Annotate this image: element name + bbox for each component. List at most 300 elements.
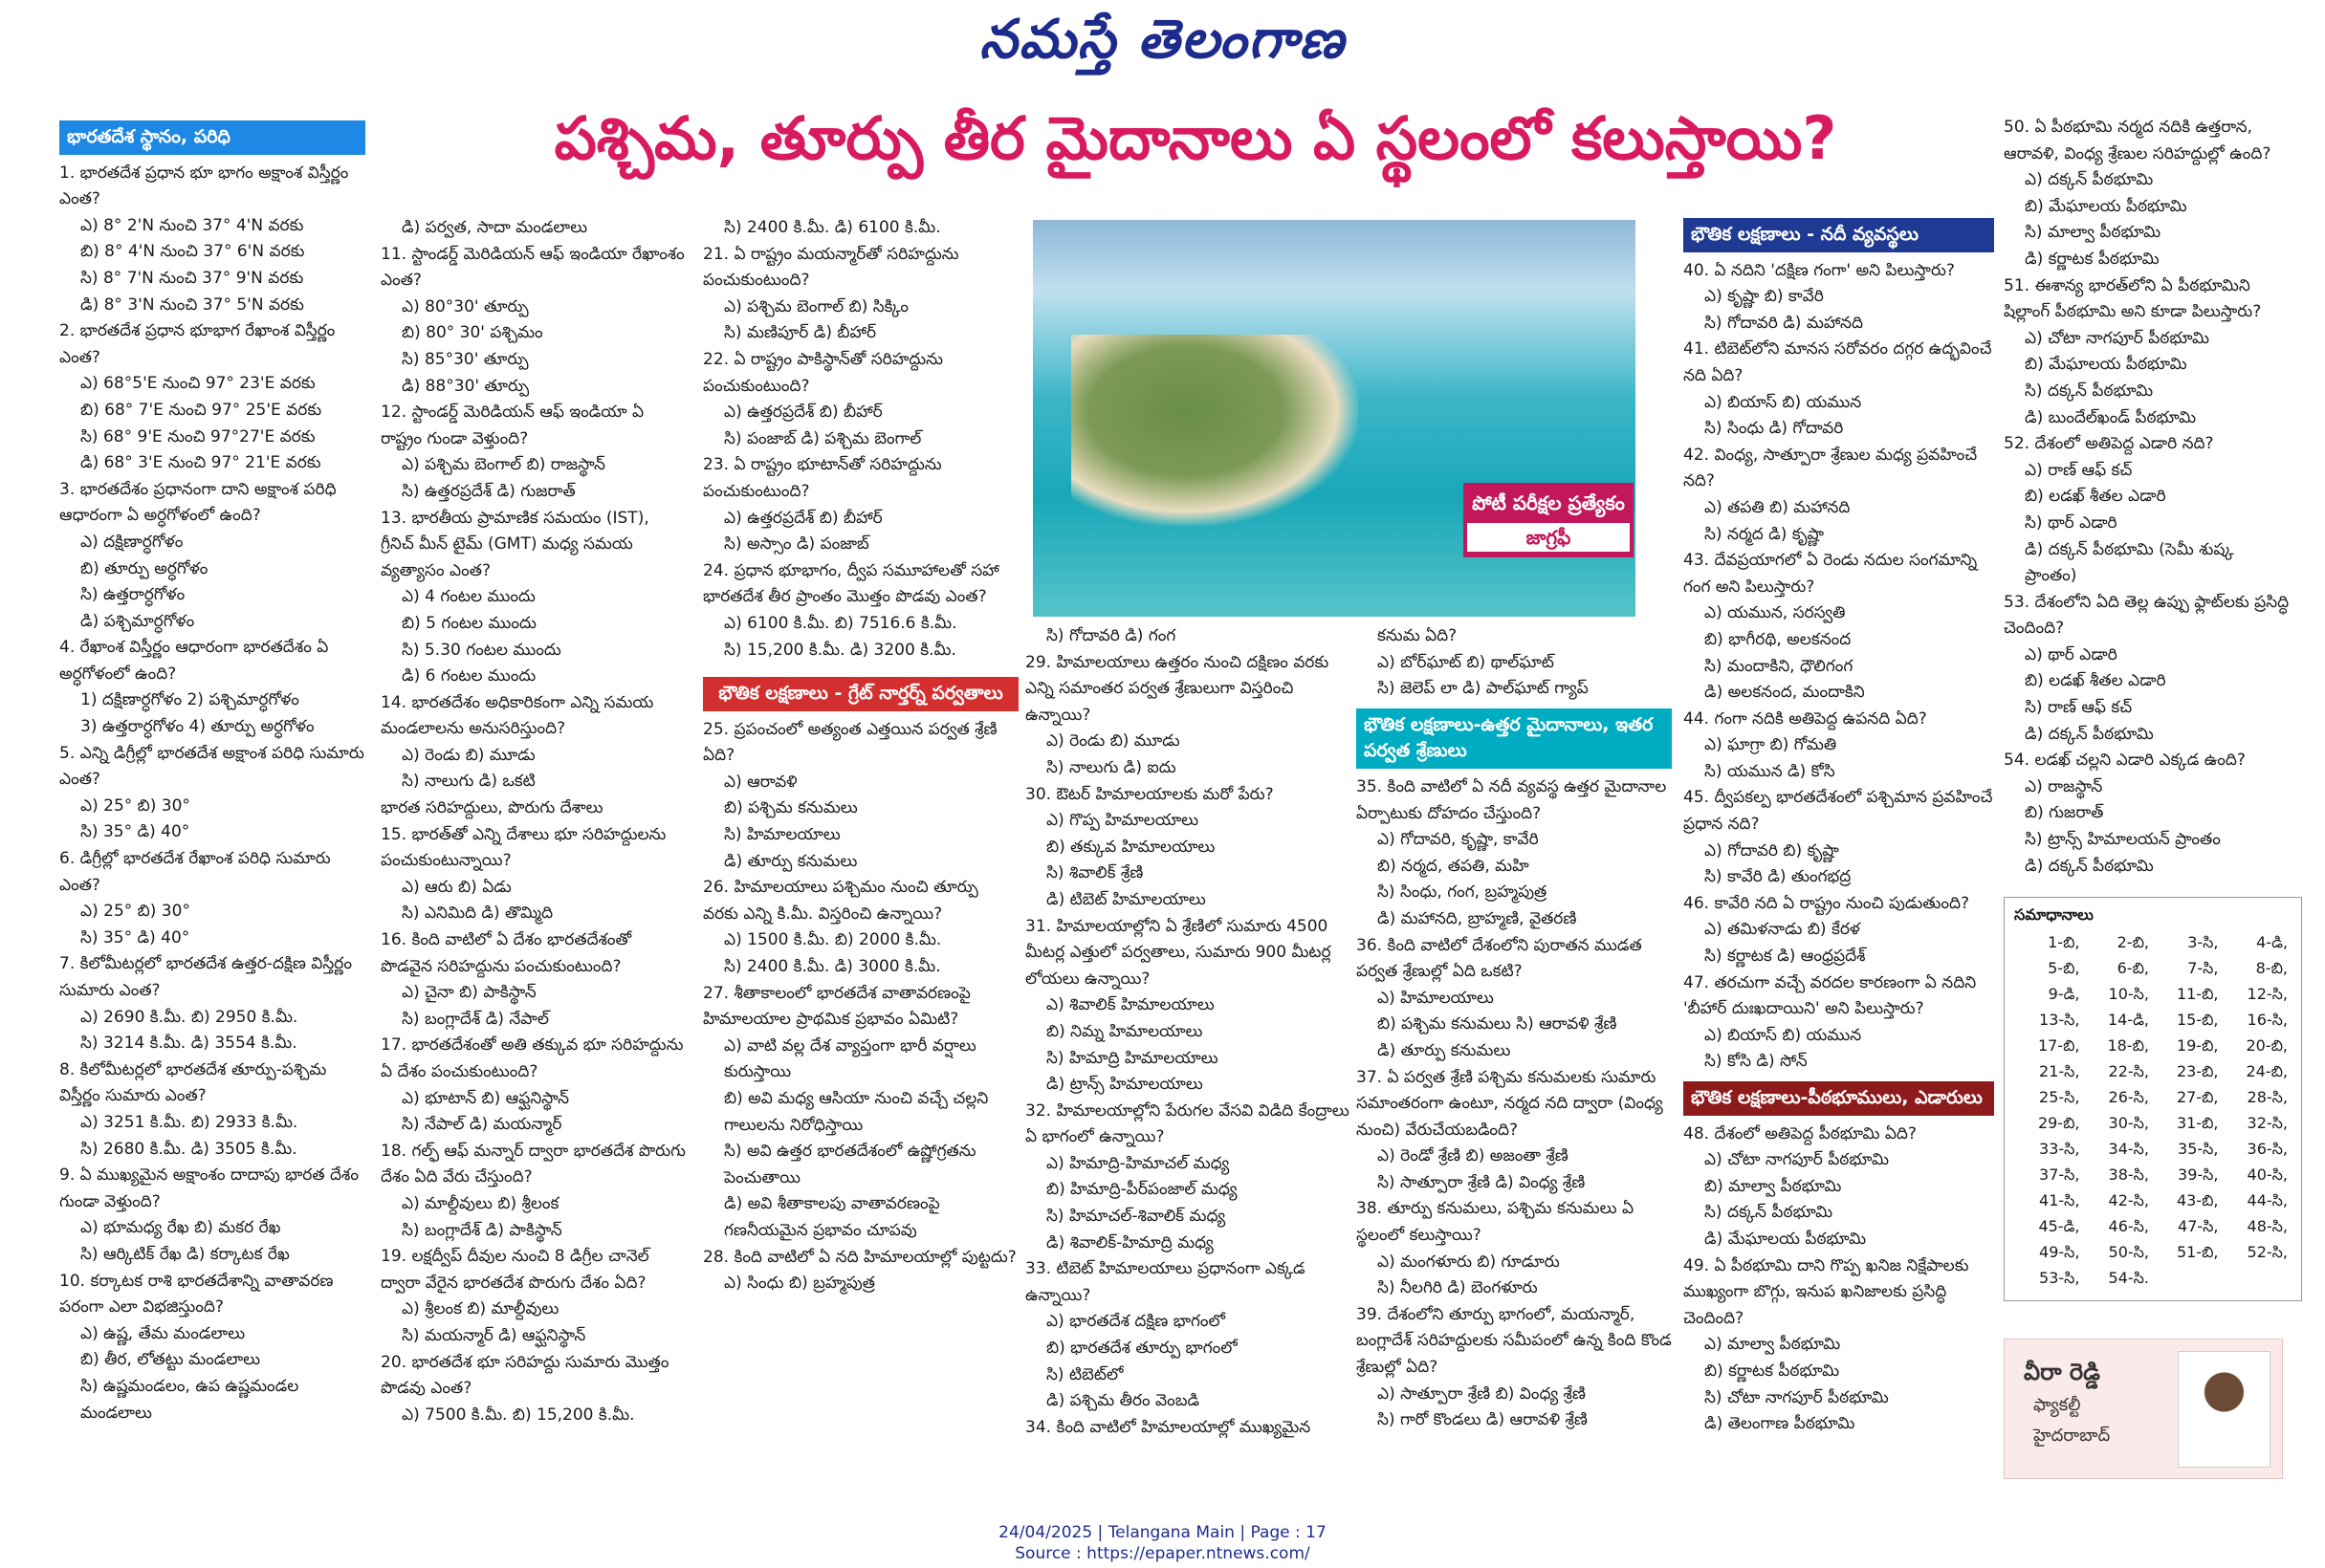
option-text: సి) మాల్వా పీఠభూమి <box>2025 223 2161 243</box>
option-text: ఎ) గొప్ప హిమాలయాలు <box>1046 811 1199 831</box>
question-text: 26. హిమాలయాలు పశ్చిమం నుంచి తూర్పు వరకు ఎన్ని కి.మీ. విస్తరించి ఉన్నాయి? <box>703 878 978 924</box>
option-text: డి) టిబెట్ హిమాలయాలు <box>1046 889 1206 909</box>
masthead-logo: నమస్తే తెలంగాణ <box>979 8 1346 71</box>
option-text: సి) ఉష్ణమండలం, ఉప ఉష్ణమండల మండలాలు <box>80 1376 299 1423</box>
option-text: ఎ) తమిళనాడు బి) కేరళ <box>1704 920 1860 940</box>
question-item <box>2004 115 2291 273</box>
question-list <box>703 215 1019 664</box>
option-text: ఎ) సింధు బి) బ్రహ్మపుత్ర <box>724 1274 875 1294</box>
section-header-rivers: భౌతిక లక్షణాలు - నదీ వ్యవస్థలు <box>1683 218 1994 252</box>
option-text: ఎ) పశ్చిమ బెంగాల్ బి) సిక్కిం <box>724 296 909 316</box>
answer-cell: 53-సి, <box>2039 1269 2080 1287</box>
question-item <box>1683 970 1994 1076</box>
question-item <box>2004 273 2291 432</box>
option-text: ఎ) కృష్ణా బి) కావేరి <box>1704 287 1824 307</box>
option-text: సి) హిమాలయాలు <box>724 825 841 845</box>
option-text: ఎ) రాణ్ ఆఫ్ కచ్ <box>2025 460 2133 480</box>
option-text: సి) నాలుగు డి) ఒకటి <box>402 772 536 792</box>
column-4 <box>1025 623 1350 1441</box>
option-text: బి) మేఘాలయ పీఠభూమి <box>2025 355 2187 375</box>
question-text: 9. ఏ ముఖ్యమైన అక్షాంశం దాదాపు భారత దేశం గుండా వెళ్తుంది? <box>59 1165 359 1211</box>
question-item <box>1683 785 1994 890</box>
answer-cell: 26-సి, <box>2108 1088 2149 1106</box>
question-text: భారత సరిహద్దులు, పొరుగు దేశాలు <box>381 798 603 818</box>
question-item <box>59 1057 365 1163</box>
question-text: 22. ఏ రాష్ట్రం పాకిస్థాన్‌తో సరిహద్దును పంచుకుంటుంది? <box>703 349 944 396</box>
option-text: ఎ) 7500 కి.మీ. బి) 15,200 కి.మీ. <box>402 1405 635 1425</box>
question-item <box>1025 1415 1350 1442</box>
option-text: బి) భారతదేశ తూర్పు భాగంలో <box>1046 1339 1238 1359</box>
question-item <box>59 318 365 477</box>
option-text: సి) 8° 7'N నుంచి 37° 9'N వరకు <box>80 268 304 288</box>
option-text: సి) 5.30 గంటల ముందు <box>402 640 561 660</box>
option-text: బి) 8° 4'N నుంచి 37° 6'N వరకు <box>80 242 305 262</box>
question-item <box>1025 914 1350 1099</box>
answer-cell <box>2153 1267 2223 1293</box>
question-text: 54. లడఖ్ చల్లని ఎడారి ఎక్కడ ఉంది? <box>2004 751 2246 771</box>
answer-cell: 17-బి, <box>2037 1036 2080 1055</box>
option-text: బి) మేఘాలయ పీఠభూమి <box>2025 196 2187 216</box>
question-item <box>1683 548 1994 707</box>
option-text: ఎ) రెండు బి) మూడు <box>1046 731 1180 751</box>
option-text: బి) అవి మధ్య ఆసియా నుంచి వచ్చే చల్లని గాలులను నిరోధిస్తాయి <box>724 1089 989 1135</box>
option-text: ఎ) మాల్వా పీఠభూమి <box>1704 1335 1841 1355</box>
option-text: డి) అవి శీతాకాలపు వాతావరణంపై గణనీయమైన ప్రభావం చూపవు <box>724 1194 940 1240</box>
option-text: సి) రాణ్ ఆఫ్ కచ్ <box>2025 698 2133 718</box>
option-text: సి) 15,200 కి.మీ. డి) 3200 కి.మీ. <box>724 640 956 660</box>
option-text: ఎ) 68°5'E నుంచి 97° 23'E వరకు <box>80 374 316 394</box>
question-item <box>1025 650 1350 782</box>
answer-cell: 42-సి, <box>2108 1191 2149 1209</box>
option-text: సి) అస్సాం డి) పంజాబ్ <box>724 534 869 555</box>
question-list <box>1356 623 1672 703</box>
option-text: డి) మహానది, బ్రాహ్మణి, వైతరణి <box>1377 908 1577 928</box>
answer-cell: 48-సి, <box>2247 1217 2288 1235</box>
headline: పశ్చిమ, తూర్పు తీర మైదానాలు ఏ స్థలంలో కలుస్తాయి? <box>554 103 1837 173</box>
answer-cell: 1-బి, <box>2048 933 2080 951</box>
answer-cell: 41-సి, <box>2039 1191 2080 1209</box>
option-text: సి) శివాలిక్ శ్రేణి <box>1046 863 1144 883</box>
question-text: 44. గంగా నదికి అతిపెద్ద ఉపనది ఏది? <box>1683 708 1927 729</box>
question-item <box>381 795 687 822</box>
question-text: 20. భారతదేశ భూ సరిహద్దు సుమారు మొత్తం పొడవు ఎంత? <box>381 1352 669 1399</box>
question-text: 43. దేవప్రయాగలో ఏ రెండు నదుల సంగమాన్ని గంగ అని పిలుస్తారు? <box>1683 551 1978 597</box>
question-text: 4. రేఖాంశ విస్తీర్ణం ఆధారంగా భారతదేశం ఏ అర్ధగోళంలో ఉంది? <box>59 638 329 684</box>
option-text: సి) పంజాబ్ డి) పశ్చిమ బెంగాల్ <box>724 428 922 448</box>
option-text: ఎ) రెండు బి) మూడు <box>402 745 536 765</box>
question-item <box>1683 337 1994 442</box>
option-text: బి) తీర, లోతట్టు మండలాలు <box>80 1350 261 1370</box>
question-text: 18. గల్ఫ్ ఆఫ్ మన్నార్ ద్వారా భారతదేశ పొరుగు దేశం ఏది వేరు చేస్తుంది? <box>381 1141 686 1187</box>
option-text: సి) 2400 కి.మీ. డి) 3000 కి.మీ. <box>724 957 941 977</box>
section-header-plateaus: భౌతిక లక్షణాలు-పీఠభూములు, ఎడారులు <box>1683 1081 1994 1116</box>
option-text: ఎ) వాటి వల్ల దేశ వ్యాప్తంగా భారీ వర్షాలు కురుస్తాయి <box>724 1035 976 1082</box>
answers-row <box>2014 1034 2292 1060</box>
answer-cell: 38-సి, <box>2108 1165 2149 1184</box>
option-text: ఎ) బోర్‌ఘాట్ బి) థాల్‌ఘాట్ <box>1377 652 1554 672</box>
option-text: డి) మేఘాలయ పీఠభూమి <box>1704 1229 1867 1249</box>
question-item <box>2004 748 2291 880</box>
question-item <box>381 242 687 401</box>
question-item <box>1683 1253 1994 1438</box>
option-text: 1) దక్షిణార్ధగోళం 2) పశ్చిమార్ధగోళం <box>80 690 299 710</box>
question-text: 1. భారతదేశ ప్రధాన భూ భాగం అక్షాంశ విస్తీర్ణం ఎంత? <box>59 163 349 209</box>
question-text: 2. భారతదేశ ప్రధాన భూభాగ రేఖాంశ విస్తీర్ణం ఎంత? <box>59 321 336 367</box>
answer-cell: 45-డి, <box>2038 1217 2080 1235</box>
option-text: సి) కోసి డి) సోన్ <box>1704 1052 1808 1072</box>
option-text: ఎ) ఘాగ్రా బి) గోమతి <box>1704 735 1837 755</box>
question-text: 35. కింది వాటిలో ఏ నదీ వ్యవస్థ ఉత్తర మైదానాల ఏర్పాటుకు దోహదం చేస్తుంది? <box>1356 776 1667 823</box>
option-text: సి) మందాకిని, ధౌలిగంగ <box>1704 656 1853 676</box>
option-text: ఎ) శ్రీలంక బి) మాల్దీవులు <box>402 1299 559 1319</box>
option-text: డి) పశ్చిమార్ధగోళం <box>80 611 195 631</box>
option-text: డి) దక్కన్ పీఠభూమి <box>2025 856 2154 876</box>
option-text: ఎ) ఆరు బి) ఏడు <box>402 877 512 897</box>
option-text: సి) చోటా నాగపూర్ పీఠభూమి <box>1704 1387 1889 1407</box>
question-list <box>1356 774 1672 1434</box>
answer-cell: 5-బి, <box>2048 959 2080 977</box>
question-item <box>703 452 1019 557</box>
answer-cell: 46-సి, <box>2108 1217 2149 1235</box>
option-text: సి) 35° డి) 40° <box>80 822 190 842</box>
question-item <box>381 1350 687 1429</box>
option-text: బి) నిమ్న హిమాలయాలు <box>1046 1021 1203 1041</box>
option-text: సి) దక్కన్ పీఠభూమి <box>1704 1203 1833 1223</box>
question-text: 41. టిబెట్‌లోని మానస సరోవరం దగ్గర ఉద్భవించే నది ఏది? <box>1683 339 1992 385</box>
option-text: బి) మాల్వా పీఠభూమి <box>1704 1176 1842 1196</box>
option-text: సి) మయన్మార్ డి) ఆఫ్ఘనిస్థాన్ <box>402 1325 586 1345</box>
question-text: 49. ఏ పీఠభూమి దాని గొప్ప ఖనిజ నిక్షేపాలకు ముఖ్యంగా బొగ్గు, ఇనుప ఖనిజాలకు ప్రసిద్ధి చెందింది? <box>1683 1255 1969 1328</box>
option-text: ఎ) మంగళూరు బి) గూడూరు <box>1377 1252 1560 1272</box>
option-text: ఎ) రెండో శ్రేణి బి) అజంతా శ్రేణి <box>1377 1146 1568 1166</box>
option-text: బి) లడఖ్ శీతల ఎడారి <box>2025 487 2166 507</box>
question-text: 8. కిలోమీటర్లలో భారతదేశ తూర్పు-పశ్చిమ విస్తీర్ణం సుమారు ఎంత? <box>59 1059 327 1106</box>
answer-cell: 15-బి, <box>2176 1011 2219 1029</box>
option-text: సి) యమున డి) కోసి <box>1704 761 1835 781</box>
option-text: ఎ) 4 గంటల ముందు <box>402 587 536 607</box>
badge-subject: జాగ్రఫీ <box>1467 523 1630 552</box>
option-text: సి) 35° డి) 40° <box>80 927 190 947</box>
footer-date: 24/04/2025 | Telangana Main | Page : 17 <box>998 1523 1327 1542</box>
question-text: 30. ఔటర్ హిమాలయాలకు మరో పేరు? <box>1025 784 1274 804</box>
question-list <box>703 717 1019 1297</box>
question-text: 17. భారతదేశంతో అతి తక్కువ భూ సరిహద్దును ఏ దేశం పంచుకుంటుంది? <box>381 1035 684 1081</box>
option-text: ఎ) చోటా నాగపూర్ పీఠభూమి <box>1704 1150 1889 1170</box>
question-text: 25. ప్రపంచంలో అత్యంత ఎత్తయిన పర్వత శ్రేణి ఏది? <box>703 719 998 766</box>
answer-cell: 54-సి. <box>2108 1269 2149 1287</box>
section-header-location: భారతదేశ స్థానం, పరిధి <box>59 120 365 155</box>
answer-cell: 14-డి, <box>2107 1011 2149 1029</box>
question-list <box>1683 1122 1994 1438</box>
answer-cell: 50-సి, <box>2108 1243 2149 1261</box>
option-text: సి) నాలుగు డి) ఐదు <box>1046 757 1176 777</box>
answer-cell: 21-సి, <box>2039 1062 2080 1080</box>
question-text: 48. దేశంలో అతిపెద్ద పీఠభూమి ఏది? <box>1683 1123 1917 1143</box>
question-text: 29. హిమాలయాలు ఉత్తరం నుంచి దక్షిణం వరకు ఎన్ని సమాంతర పర్వత శ్రేణులుగా విస్తరించి ఉన్నాయి? <box>1025 652 1329 725</box>
option-text: డి) కర్ణాటక పీఠభూమి <box>2025 249 2160 269</box>
option-text: ఎ) 3251 కి.మీ. బి) 2933 కి.మీ. <box>80 1112 298 1132</box>
option-text: ఎ) ఉత్తరప్రదేశ్ బి) బీహార్ <box>724 508 883 528</box>
option-text: బి) 80° 30' పశ్చిమం <box>402 323 543 343</box>
answer-cell: 12-సి, <box>2247 985 2288 1003</box>
option-text: డి) 88°30' తూర్పు <box>402 376 530 396</box>
question-text: 31. హిమాలయాల్లోని ఏ శ్రేణిలో సుమారు 4500 మీటర్ల ఎత్తులో పర్వతాలు, సుమారు 900 మీటర్ల లోయలు ఉన్నాయి? <box>1025 916 1331 989</box>
answer-cell: 25-సి, <box>2039 1088 2080 1106</box>
option-text: సి) గారో కొండలు డి) ఆరావళి శ్రేణి <box>1377 1410 1588 1430</box>
question-text: 37. ఏ పర్వత శ్రేణి పశ్చిమ కనుమలకు సుమారు సమాంతరంగా ఉంటూ, నర్మద నది ద్వారా (వింధ్య నుంచి) వేరుచేయబడింది? <box>1356 1067 1663 1140</box>
option-text: ఎ) రాజస్థాన్ <box>2025 776 2103 796</box>
option-text: డి) పర్వత, సాదా మండలాలు <box>402 218 588 237</box>
column-1 <box>59 115 365 1426</box>
answer-cell: 4-డి, <box>2256 933 2288 951</box>
answer-cell: 35-సి, <box>2178 1140 2219 1158</box>
question-text: 52. దేశంలో అతిపెద్ద ఎడారి నది? <box>2004 434 2214 454</box>
option-text: సి) ఎనిమిది డి) తొమ్మిది <box>402 904 554 924</box>
option-text: సి) టిబెట్‌లో <box>1046 1364 1124 1384</box>
question-item <box>59 1163 365 1268</box>
question-item <box>1356 774 1672 933</box>
option-text: బి) గుజరాత్ <box>2025 803 2104 823</box>
question-text: 11. స్టాండర్డ్ మెరిడియన్ ఆఫ్ ఇండియా రేఖాంశం ఎంత? <box>381 244 685 291</box>
option-text: డి) దక్కన్ పీఠభూమి (సెమీ శుష్క ప్రాంతం) <box>2025 539 2234 586</box>
option-text: ఎ) భూమధ్య రేఖ బి) మకర రేఖ <box>80 1218 281 1238</box>
author-photo <box>2178 1351 2270 1468</box>
answer-cell: 34-సి, <box>2108 1140 2149 1158</box>
option-text: బి) పశ్చిమ కనుమలు <box>724 798 858 818</box>
option-text: డి) 8° 3'N నుంచి 37° 5'N వరకు <box>80 294 304 315</box>
question-item <box>1025 1099 1350 1257</box>
question-text: 27. శీతాకాలంలో భారతదేశ వాతావరణంపై హిమాలయాల ప్రాథమిక ప్రభావం ఏమిటి? <box>703 983 971 1030</box>
question-text: 13. భారతీయ ప్రామాణిక సమయం (IST), గ్రీనిచ్ మీన్ టైమ్ (GMT) మధ్య సమయ వ్యత్యాసం ఎంత? <box>381 508 649 580</box>
option-text: ఎ) ఉష్ణ, తేమ మండలాలు <box>80 1323 246 1343</box>
answer-cell: 47-సి, <box>2178 1217 2219 1235</box>
option-text: సి) 3214 కి.మీ. డి) 3554 కి.మీ. <box>80 1034 297 1054</box>
answer-cell: 10-సి, <box>2108 985 2149 1003</box>
question-text: 51. ఈశాన్య భారత్‌లోని ఏ పీఠభూమిని షిల్లాంగ్ పీఠభూమి అని కూడా పిలుస్తారు? <box>2004 275 2262 322</box>
answer-cell: 31-బి, <box>2176 1114 2219 1132</box>
question-item <box>1356 1065 1672 1197</box>
column-6 <box>1683 212 1994 1438</box>
question-list <box>2004 115 2291 880</box>
option-text: ఎ) 25° బి) 30° <box>80 902 190 922</box>
answers-row <box>2014 1215 2292 1241</box>
badge-competitive-exams <box>1463 483 1634 557</box>
answer-cell: 28-సి, <box>2247 1088 2288 1106</box>
column-2 <box>381 215 687 1428</box>
question-item <box>1356 933 1672 1065</box>
option-text: సి) కావేరి డి) తుంగభద్ర <box>1704 867 1852 887</box>
option-text: బి) తక్కువ హిమాలయాలు <box>1046 837 1216 857</box>
question-text: 15. భారత్‌తో ఎన్ని దేశాలు భూ సరిహద్దులను పంచుకుంటున్నాయి? <box>381 824 667 871</box>
question-list <box>59 161 365 1427</box>
answers-row <box>2014 957 2292 983</box>
option-text: ఎ) శివాలిక్ హిమాలయాలు <box>1046 995 1215 1015</box>
question-text: 6. డిగ్రీల్లో భారతదేశ రేఖాంశ పరిధి సుమారు ఎంత? <box>59 849 331 895</box>
section-header-northern-mountains: భౌతిక లక్షణాలు - గ్రేట్ నార్తర్న్ పర్వతాలు <box>703 677 1019 711</box>
question-text: 12. స్టాండర్డ్ మెరిడియన్ ఆఫ్ ఇండియా ఏ రాష్ట్రం గుండా వెళ్తుంది? <box>381 403 645 448</box>
question-text: 34. కింది వాటిలో హిమాలయాల్లో ముఖ్యమైన <box>1025 1417 1311 1437</box>
footer <box>0 1522 2325 1564</box>
question-list <box>1683 258 1994 1076</box>
question-item <box>1683 258 1994 338</box>
option-text: ఎ) చోటా నాగపూర్ పీఠభూమి <box>2025 328 2209 348</box>
option-text: డి) తెలంగాణ పీఠభూమి <box>1704 1414 1855 1434</box>
answer-cell: 49-సి, <box>2039 1243 2080 1261</box>
author-role: ఫ్యాకల్టీ <box>2033 1395 2081 1415</box>
option-text: సి) మణిపూర్ డి) బీహార్ <box>724 323 877 343</box>
option-text: ఎ) గోదావరి బి) కృష్ణా <box>1704 840 1839 860</box>
question-item <box>1356 1302 1672 1434</box>
question-text: 14. భారతదేశం అధికారికంగా ఎన్ని సమయ మండలాలను అనుసరిస్తుంది? <box>381 692 654 739</box>
answers-row <box>2014 931 2292 957</box>
question-text: 53. దేశంలోని ఏది తెల్ల ఉప్పు ఫ్లాట్‌లకు ప్రసిద్ధి చెందింది? <box>2004 592 2290 639</box>
question-text: 3. భారతదేశం ప్రధానంగా దాని అక్షాంశ పరిధి ఆధారంగా ఏ అర్ధగోళంలో ఉంది? <box>59 479 337 526</box>
option-text: సి) కర్ణాటక డి) ఆంధ్రప్రదేశ్ <box>1704 947 1866 967</box>
author-card <box>2004 1339 2283 1479</box>
option-text: డి) తూర్పు కనుమలు <box>1377 1040 1511 1060</box>
option-text: బి) నర్మద, తపతి, మహి <box>1377 856 1529 876</box>
question-item <box>703 717 1019 876</box>
option-text: సి) సాత్పూరా శ్రేణి డి) వింధ్య శ్రేణి <box>1377 1172 1586 1192</box>
option-text: కనుమ ఏది? <box>1377 626 1458 645</box>
badge-title: పోటీ పరీక్షల ప్రత్యేకం <box>1472 491 1625 514</box>
answers-row <box>2014 1164 2292 1189</box>
option-text: బి) హిమాద్రి-పీర్‌పంజాల్ మధ్య <box>1046 1180 1238 1200</box>
option-text: సి) బంగ్లాదేశ్ డి) నేపాల్ <box>402 1009 549 1029</box>
question-list <box>1025 623 1350 1441</box>
question-text: 47. తరచుగా వచ్చే వరదల కారణంగా ఏ నదిని 'బీహార్ దుఃఖదాయిని' అని పిలుస్తారు? <box>1683 972 1977 1019</box>
option-text: ఎ) హిమాలయాలు <box>1377 988 1494 1008</box>
option-text: ఎ) దక్షిణార్ధగోళం <box>80 532 184 552</box>
option-text: సి) ఉత్తరార్ధగోళం <box>80 585 186 605</box>
option-text: ఎ) బియాస్ బి) యమున <box>1704 392 1862 412</box>
question-item <box>703 981 1019 1245</box>
option-text: ఎ) గోదావరి, కృష్ణా, కావేరి <box>1377 830 1539 850</box>
question-text: 28. కింది వాటిలో ఏ నది హిమాలయాల్లో పుట్టదు? <box>703 1247 1017 1267</box>
question-item <box>381 1244 687 1349</box>
question-text: 40. ఏ నదిని 'దక్షిణ గంగా' అని పిలుస్తారు? <box>1683 260 1955 280</box>
answers-row <box>2014 1189 2292 1215</box>
question-text: 10. కర్కాటక రాశి భారతదేశాన్ని వాతావరణ పరంగా ఎలా విభజిస్తుంది? <box>59 1271 334 1318</box>
answer-cell: 29-బి, <box>2037 1114 2080 1132</box>
answers-row <box>2014 1086 2292 1112</box>
question-item <box>703 1245 1019 1297</box>
option-text: సి) హిమాచల్-శివాలిక్ మధ్య <box>1046 1207 1226 1227</box>
option-text: సి) థార్ ఎడారి <box>2025 512 2117 533</box>
section-header-plains: భౌతిక లక్షణాలు-ఉత్తర మైదానాలు, ఇతర పర్వత శ్రేణులు <box>1356 708 1672 769</box>
question-item <box>381 1033 687 1138</box>
option-text: 3) ఉత్తరార్ధగోళం 4) తూర్పు అర్ధగోళం <box>80 717 315 737</box>
answer-cell: 2-బి, <box>2117 933 2149 951</box>
answers-title: సమాధానాలు <box>2014 905 2094 924</box>
option-text: డి) పశ్చిమ తీరం వెంబడి <box>1046 1391 1200 1411</box>
answers-row <box>2014 983 2292 1009</box>
answer-cell: 44-సి, <box>2247 1191 2288 1209</box>
option-text: సి) సింధు, గంగ, బ్రహ్మపుత్ర <box>1377 882 1547 903</box>
question-item <box>1683 707 1994 786</box>
option-text: సి) 85°30' తూర్పు <box>402 349 529 369</box>
answer-cell: 30-సి, <box>2108 1114 2149 1132</box>
column-5 <box>1356 623 1672 1434</box>
question-item <box>1025 782 1350 914</box>
answers-row <box>2014 1112 2292 1138</box>
option-text: సి) నర్మద డి) కృష్ణా <box>1704 524 1824 544</box>
option-text: సి) ఉత్తరప్రదేశ్ డి) గుజరాత్ <box>402 481 576 501</box>
answers-box <box>2004 897 2302 1301</box>
option-text: సి) జెలెప్ లా డి) పాల్‌ఘాట్ గ్యాప్ <box>1377 679 1589 699</box>
answers-row <box>2014 1009 2292 1034</box>
author-name: వీరా రెడ్డి <box>2024 1359 2100 1385</box>
column-3 <box>703 215 1019 1297</box>
question-list <box>381 215 687 1428</box>
question-item <box>1025 623 1350 650</box>
question-text: 7. కిలోమీటర్లలో భారతదేశ ఉత్తర-దక్షిణ విస్తీర్ణం సుమారు ఎంత? <box>59 954 352 1000</box>
option-text: ఎ) తపతి బి) మహానది <box>1704 497 1851 517</box>
option-text: ఎ) భారతదేశ దక్షిణ భాగంలో <box>1046 1312 1225 1332</box>
question-item <box>59 477 365 636</box>
answer-cell: 36-సి, <box>2247 1140 2288 1158</box>
question-item <box>2004 431 2291 590</box>
question-item <box>59 161 365 319</box>
question-item <box>1683 443 1994 548</box>
question-item <box>59 846 365 951</box>
answer-cell: 23-బి, <box>2176 1062 2219 1080</box>
answer-cell: 33-సి, <box>2039 1140 2080 1158</box>
option-text: సి) 2400 కి.మీ. డి) 6100 కి.మీ. <box>724 218 941 237</box>
option-text: బి) 5 గంటల ముందు <box>402 613 537 633</box>
option-text: ఎ) థార్ ఎడారి <box>2025 644 2117 664</box>
option-text: సి) నీలగిరి డి) బెంగళూరు <box>1377 1278 1538 1298</box>
option-text: ఎ) భూటాన్ బి) ఆఫ్ఘనిస్థాన్ <box>402 1088 570 1108</box>
question-item <box>381 400 687 505</box>
question-text: 38. తూర్పు కనుమలు, పశ్చిమ కనుమలు ఏ స్థలంలో కలుస్తాయి? <box>1356 1199 1634 1246</box>
question-text: 36. కింది వాటిలో దేశంలోని పురాతన ముడత పర్వత శ్రేణుల్లో ఏది ఒకటి? <box>1356 935 1642 982</box>
answer-cell: 18-బి, <box>2107 1036 2149 1055</box>
answer-cell: 13-సి, <box>2039 1011 2080 1029</box>
answer-cell: 43-బి, <box>2176 1191 2219 1209</box>
question-item <box>381 1139 687 1244</box>
option-text: ఎ) ఉత్తరప్రదేశ్ బి) బీహార్ <box>724 403 883 423</box>
option-text: సి) 2680 కి.మీ. డి) 3505 కి.మీ. <box>80 1139 297 1159</box>
question-item <box>703 242 1019 347</box>
option-text: డి) బుందేల్‌ఖండ్ పీఠభూమి <box>2025 407 2197 427</box>
question-item <box>381 822 687 927</box>
answer-cell: 27-బి, <box>2176 1088 2219 1106</box>
answer-cell: 22-సి, <box>2108 1062 2149 1080</box>
option-text: డి) అలకనంద, మందాకిని <box>1704 683 1865 703</box>
option-text: ఎ) 8° 2'N నుంచి 37° 4'N వరకు <box>80 215 304 235</box>
option-text: బి) భాగీరథి, అలకనంద <box>1704 629 1852 649</box>
question-item <box>59 741 365 846</box>
question-item <box>703 215 1019 242</box>
answers-row <box>2014 1241 2292 1267</box>
question-item <box>1683 891 1994 970</box>
option-text: ఎ) సాత్పూరా శ్రేణి బి) వింధ్య శ్రేణి <box>1377 1383 1586 1404</box>
answer-cell: 52-సి, <box>2247 1243 2288 1261</box>
option-text: ఎ) యమున, సరస్వతి <box>1704 603 1846 623</box>
answer-cell: 37-సి, <box>2039 1165 2080 1184</box>
question-item <box>2004 590 2291 749</box>
option-text: ఎ) హిమాద్రి-హిమాచల్ మధ్య <box>1046 1153 1230 1173</box>
question-item <box>381 690 687 795</box>
option-text: సి) 68° 9'E నుంచి 97°27'E వరకు <box>80 426 316 446</box>
option-text: సి) బంగ్లాదేశ్ డి) పాకిస్థాన్ <box>402 1220 562 1240</box>
answers-row <box>2014 1138 2292 1164</box>
option-text: సి) గోదావరి డి) మహానది <box>1704 313 1863 333</box>
answer-cell: 11-బి, <box>2176 985 2219 1003</box>
option-text: డి) 6 గంటల ముందు <box>402 666 537 686</box>
answer-cell: 20-బి, <box>2246 1036 2288 1055</box>
